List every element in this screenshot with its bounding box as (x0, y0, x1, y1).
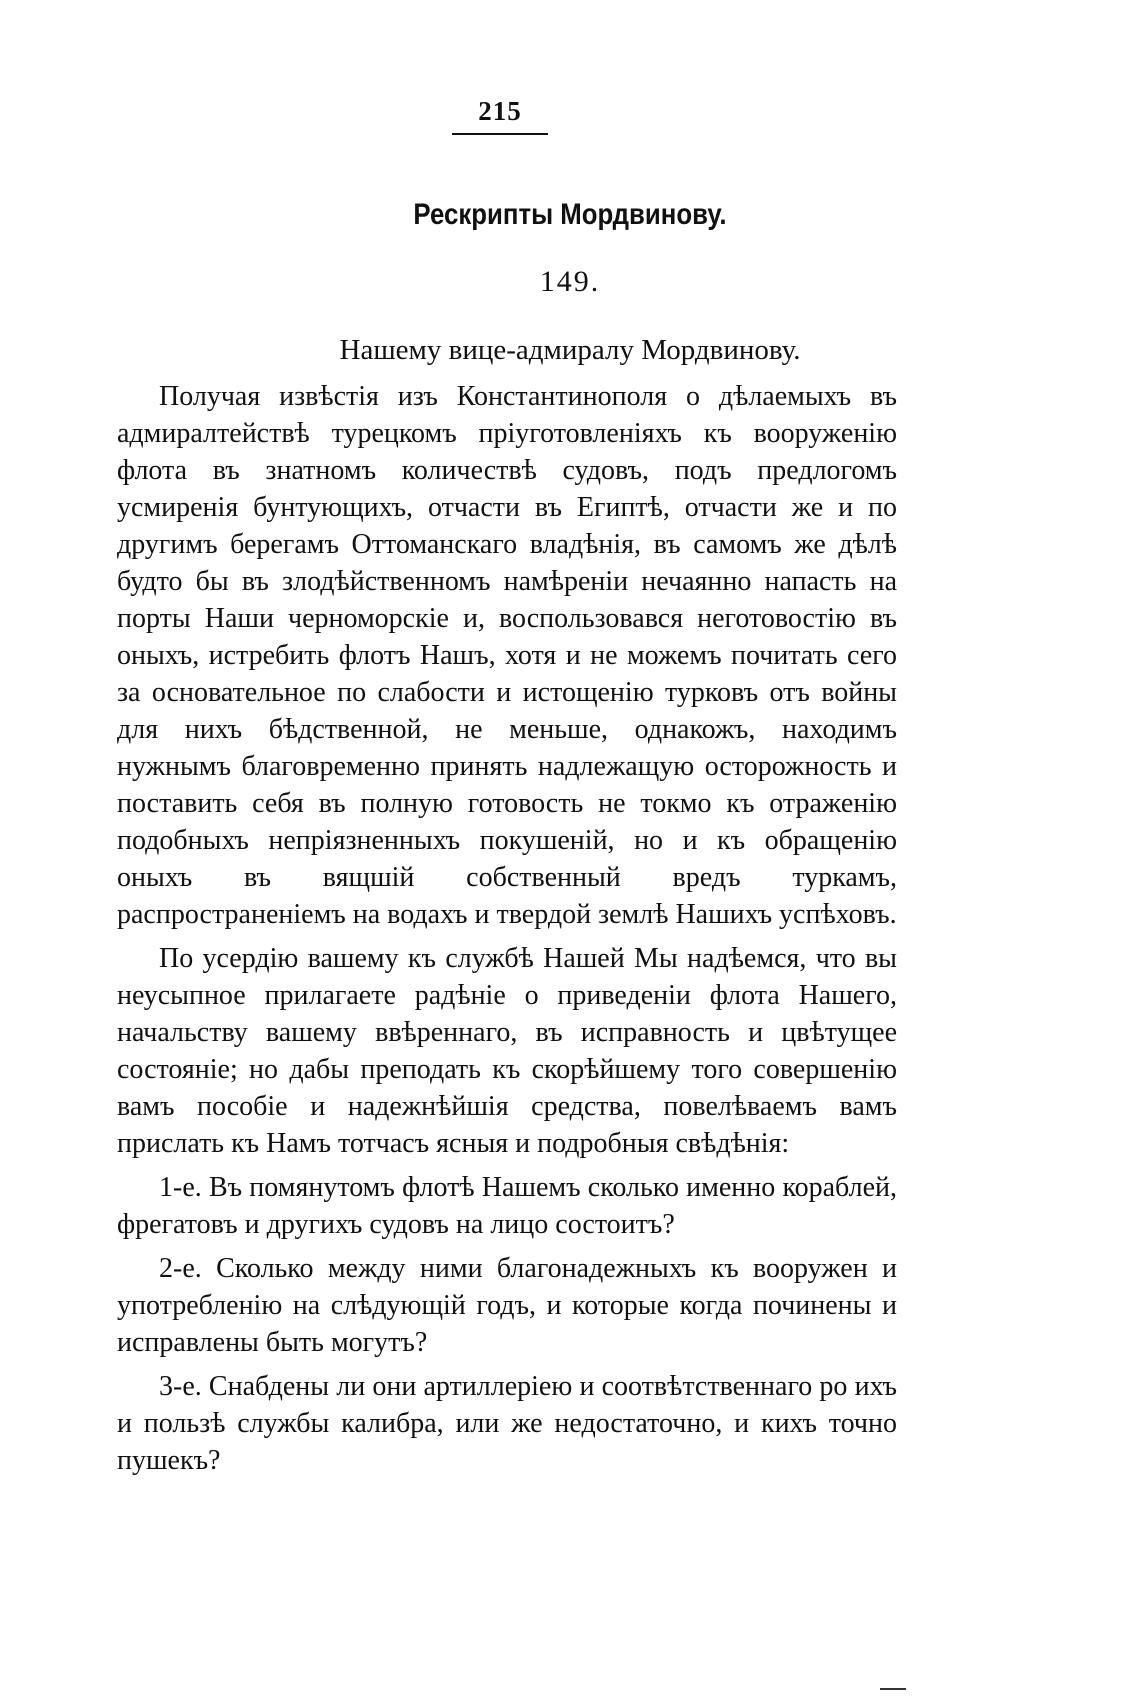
body-text (117, 378, 897, 1486)
question-3: 3-е. Снабдены ли они артиллеріею и соотвѣтственнаго ро ихъ и пользѣ службы калибра, или же недостаточно, и кихъ точно пушекъ? (117, 1371, 897, 1476)
page-number: 215 (478, 96, 522, 126)
addressee-line: Нашему вице-адмиралу Мордвинову. (339, 334, 801, 366)
paragraph-request: По усердію вашему къ службѣ Нашей Мы надѣемся, что вы неусыпное прилагаете радѣніе о приведеніи флота Нашего, начальству вашему ввѣреннаго, въ исправность и цвѣтущее состояніе; но дабы преподать къ скорѣйшему того совершенію вамъ пособіе и надежнѣйшія средства, повелѣваемъ вамъ прислать къ Намъ тотчасъ ясныя и подробныя свѣдѣнія: (117, 943, 897, 1159)
question-1: 1-е. Въ помянутомъ флотѣ Нашемъ сколько именно кораблей, фрегатовъ и другихъ судовъ на лицо состоитъ? (117, 1172, 897, 1240)
section-title: Рескрипты Мордвинову. (413, 198, 727, 231)
footer-mark (880, 1688, 906, 1690)
page-number-rule (452, 133, 548, 135)
document-number: 149. (539, 265, 601, 298)
paragraph-intro: Получая извѣстія изъ Константинополя о дѣлаемыхъ въ адмиралтействѣ турецкомъ пріуготовленіяхъ къ вооруженію флота въ знатномъ количествѣ судовъ, подъ предлогомъ усмиренія бунтующихъ, отчасти въ Египтѣ, отчасти же и по другимъ берегамъ Оттоманскаго владѣнія, въ самомъ же дѣлѣ будто бы въ злодѣйственномъ намѣреніи нечаянно напасть на порты Наши черноморскіе и, воспользовався неготовостію въ оныхъ, истребить флотъ Нашъ, хотя и не можемъ почитать сего за основательное по слабости и истощенію турковъ отъ войны для нихъ бѣдственной, не меньше, однакожъ, находимъ нужнымъ благовременно принять надлежащую осторожность и поставить себя въ полную готовость не токмо къ отраженію подобныхъ непріязненныхъ покушеній, но и къ обращенію оныхъ въ вящшій собственный вредъ туркамъ, распространеніемъ на водахъ и твердой землѣ Нашихъ успѣховъ. (117, 381, 897, 930)
question-2: 2-е. Сколько между ними благонадежныхъ къ вооружен и употребленію на слѣдующій годъ, и которые когда починены и исправлены быть могутъ? (117, 1253, 897, 1358)
